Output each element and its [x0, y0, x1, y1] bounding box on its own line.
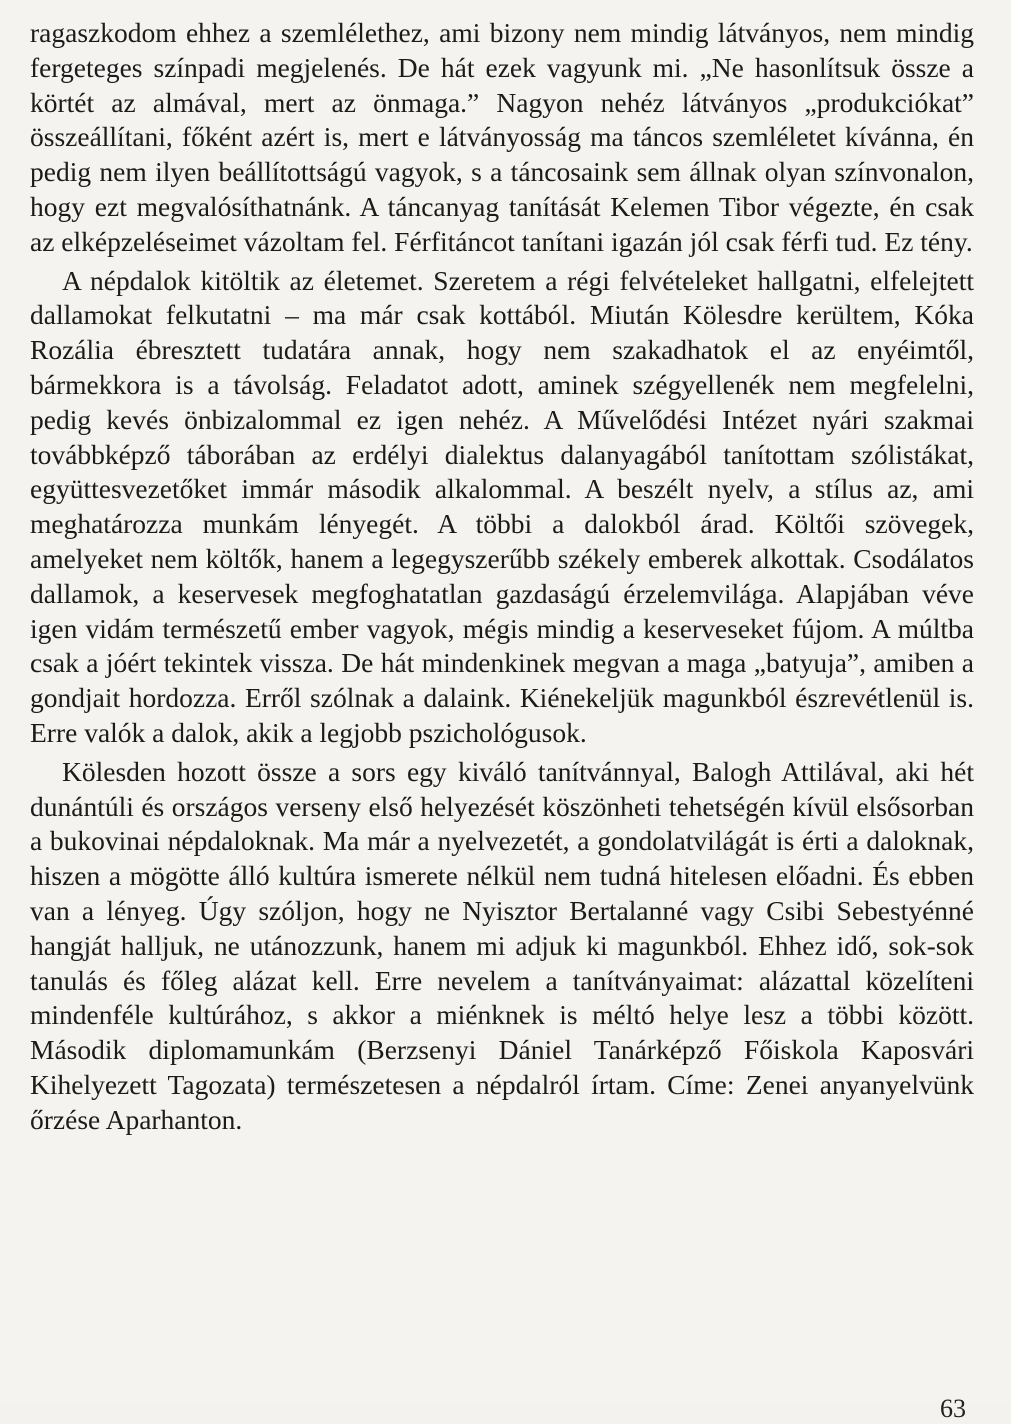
page-number: 63 [940, 1394, 966, 1423]
paragraph-2: A népdalok kitöltik az életemet. Szeretem a régi felvételeket hallgatni, elfelejtett dallamokat felkutatni – ma már csak kottából. Miután Kölesdre kerültem, Kóka Rozália ébresztett tudatára annak, hogy nem szakadhatok el az enyéimtől, bármekkora is a távolság. Feladatot adott, aminek szégyellenék nem megfelelni, pedig kevés önbizalommal ez igen nehéz. A Művelődési Intézet nyári szakmai továbbképző táborában az erdélyi dialektus dalanyagából tanítottam szólistákat, együttesvezetőket immár második alkalommal. A beszélt nyelv, a stílus az, ami meghatározza munkám lényegét. A többi a dalokból árad. Költői szövegek, amelyeket nem költők, hanem a legegyszerűbb székely emberek alkottak. Csodálatos dallamok, a keservesek megfoghatatlan gazdaságú érzelemvilága. Alapjában véve igen vidám természetű ember vagyok, mégis mindig a keserveseket fújom. A múltba csak a jóért tekintek vissza. De hát mindenkinek megvan a maga „batyuja”, amiben a gondjait hordozza. Erről szólnak a dalaink. Kiénekeljük magunkból észrevétlenül is. Erre valók a dalok, akik a legjobb pszichológusok. [30, 264, 974, 748]
paragraph-3: Kölesden hozott össze a sors egy kiváló tanítvánnyal, Balogh Attilával, aki hét dunántúli és országos verseny első helyezését köszönheti tehetségén kívül elsősorban a bukovinai népdaloknak. Ma már a nyelvezetét, a gondolatvilágát is érti a daloknak, hiszen a mögötte álló kultúra ismerete nélkül nem tudná hitelesen előadni. És ebben van a lényeg. Úgy szóljon, hogy ne Nyisztor Bertalanné vagy Csibi Sebestyénné hangját halljuk, ne utánozzunk, hanem mi adjuk ki magunkból. Ehhez idő, sok-sok tanulás és főleg alázat kell. Erre nevelem a tanítványaimat: alázattal közelíteni mindenféle kultúrához, s akkor a miénknek is méltó helye lesz a többi között. Második diplomamunkám (Berzsenyi Dániel Tanárképző Főiskola Kaposvári Kihelyezett Tagozata) természetesen a népdalról írtam. Címe: Zenei anyanyelvünk őrzése Aparhanton. [30, 755, 974, 1135]
body-text [30, 16, 974, 1138]
paragraph-1: ragaszkodom ehhez a szemlélethez, ami bizony nem mindig látványos, nem mindig fergeteges színpadi megjelenés. De hát ezek vagyunk mi. „Ne hasonlítsuk össze a körtét az almával, mert az önmaga.” Nagyon nehéz látványos „produkciókat” összeállítani, főként azért is, mert e látványosság ma táncos szemléletet kívánna, én pedig nem ilyen beállítottságú vagyok, s a táncosaink sem állnak olyan színvonalon, hogy ezt megvalósíthatnánk. A táncanyag tanítását Kelemen Tibor végezte, én csak az elképzeléseimet vázoltam fel. Férfitáncot tanítani igazán jól csak férfi tud. Ez tény. [30, 17, 974, 257]
